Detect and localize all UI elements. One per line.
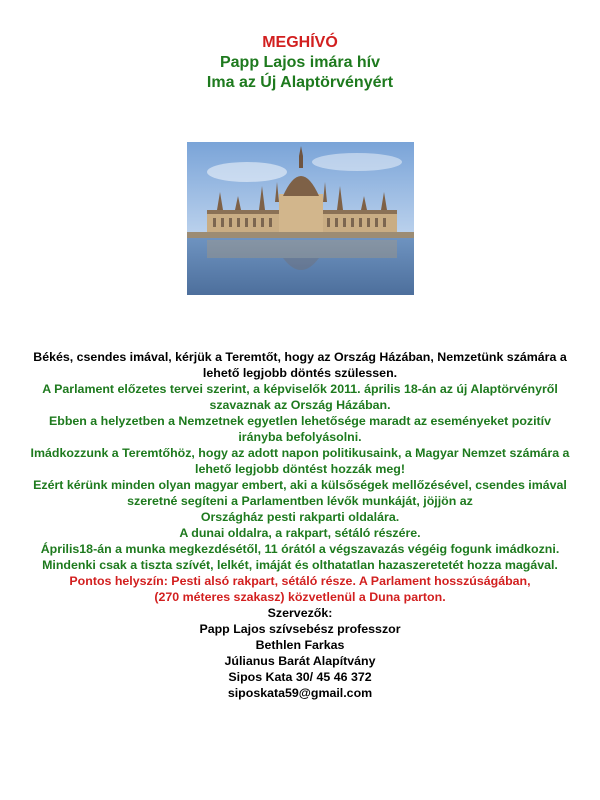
- body-line: Pontos helyszín: Pesti alsó rakpart, sétáló része. A Parlament hosszúságában,: [69, 574, 531, 588]
- invitation-body: [0, 349, 600, 701]
- body-line: Békés, csendes imával, kérjük a Teremtőt, hogy az Ország Házában, Nemzetünk számára a: [33, 350, 567, 364]
- body-line: lehető legjobb döntés szülessen.: [202, 366, 398, 380]
- body-line: Ebben a helyzetben a Nemzetnek egyetlen lehetősége maradt az eseményeket pozitív: [48, 414, 551, 428]
- body-line: Papp Lajos szívsebész professzor: [199, 622, 401, 636]
- body-line: irányba befolyásolni.: [238, 430, 362, 444]
- invitation-title: MEGHÍVÓ: [262, 34, 338, 51]
- body-line: Imádkozzunk a Teremtőhöz, hogy az adott napon politikusaink, a Magyar Nemzet számára a: [30, 446, 570, 460]
- body-line: Sipos Kata 30/ 45 46 372: [228, 670, 372, 684]
- body-line: Országház pesti rakparti oldalára.: [200, 510, 400, 524]
- topic-title: Ima az Új Alaptörvényért: [206, 74, 394, 91]
- invitation-header: [0, 33, 600, 93]
- parliament-illustration: [187, 142, 414, 295]
- body-line: Mindenki csak a tiszta szívét, lelkét, imáját és olthatatlan hazaszeretetét hozza magával.: [42, 558, 558, 572]
- body-line: (270 méteres szakasz) közvetlenül a Duna parton.: [154, 590, 446, 604]
- body-line: szeretné segíteni a Parlamentben lévők munkáját, jöjjön az: [127, 494, 473, 508]
- body-line: Ezért kérünk minden olyan magyar embert, aki a külsőségek mellőzésével, csendes imával: [33, 478, 567, 492]
- host-line: Papp Lajos imára hív: [219, 54, 381, 71]
- body-line: Júlianus Barát Alapítvány: [224, 654, 376, 668]
- body-line: szavaznak az Ország Házában.: [209, 398, 391, 412]
- body-line: Szervezők:: [267, 606, 333, 620]
- body-line: Április18-án a munka megkezdésétől, 11 órától a végszavazás végéig fogunk imádkozni.: [40, 542, 560, 556]
- body-line: A Parlament előzetes tervei szerint, a képviselők 2011. április 18-án az új Alaptörvényről: [42, 382, 558, 396]
- body-line: A dunai oldalra, a rakpart, sétáló részére.: [179, 526, 421, 540]
- body-line: Bethlen Farkas: [255, 638, 345, 652]
- body-line: siposkata59@gmail.com: [227, 686, 373, 700]
- parliament-photo: [187, 142, 414, 295]
- body-line: lehető legjobb döntést hozzák meg!: [195, 462, 405, 476]
